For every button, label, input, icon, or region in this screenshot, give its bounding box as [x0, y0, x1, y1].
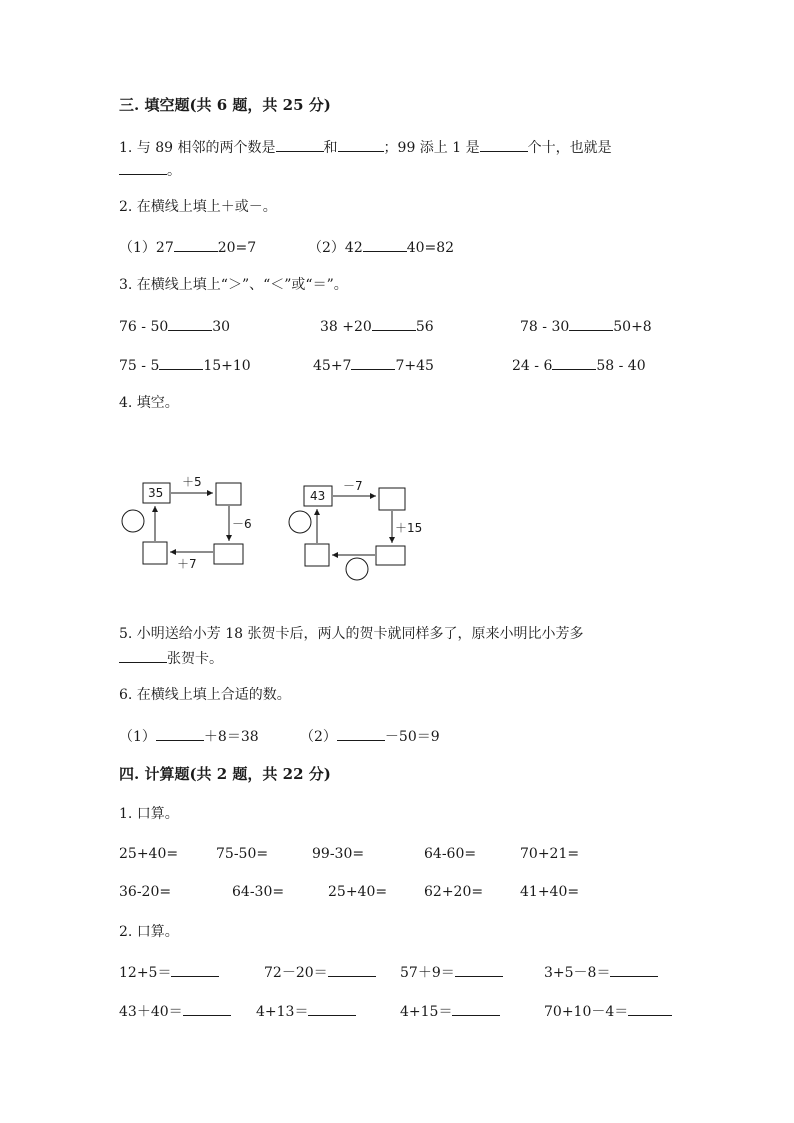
calc-item: 70+21= — [520, 846, 580, 862]
answer-circle[interactable] — [289, 511, 311, 533]
answer-box[interactable] — [214, 544, 243, 564]
q3-right: 50+8 — [613, 319, 652, 335]
answer-circle[interactable] — [122, 510, 144, 532]
q6-p2-right: －50＝9 — [384, 729, 440, 745]
expr: 4+15＝ — [400, 1004, 453, 1020]
calc-item — [544, 962, 658, 982]
calc-item: 41+40= — [520, 884, 580, 900]
q3-right: 30 — [212, 319, 231, 335]
answer-blank[interactable] — [337, 726, 385, 741]
calc-item: 25+40= — [328, 884, 388, 900]
question-5: 5. 小明送给小芳 18 张贺卡后，两人的贺卡就同样多了，原来小明比小芳多 — [119, 626, 584, 642]
q3-left: 76 - 50 — [119, 319, 169, 335]
q2-p1-left: （1）27 — [119, 240, 174, 256]
answer-blank[interactable] — [610, 962, 658, 977]
answer-box[interactable] — [379, 488, 405, 510]
op-label: ＋5 — [182, 475, 202, 489]
expr: 4+13＝ — [256, 1004, 309, 1020]
expr: 3+5－8＝ — [544, 965, 611, 981]
q1-text-e: 。 — [167, 163, 181, 179]
q3-right: 7+45 — [395, 358, 434, 374]
q2-p1-right: 20=7 — [217, 240, 257, 256]
q3-left: 78 - 30 — [520, 319, 570, 335]
expr: 43＋40＝ — [119, 1004, 183, 1020]
question-4-stem: 4. 填空。 — [119, 395, 179, 411]
question-3-stem: 3. 在横线上填上“＞”、“＜”或“＝”。 — [119, 277, 348, 293]
s4-question-1-stem: 1. 口算。 — [119, 806, 179, 822]
answer-box[interactable] — [305, 544, 329, 566]
calc-item — [400, 962, 503, 982]
answer-box[interactable] — [143, 542, 167, 564]
answer-blank[interactable] — [455, 962, 503, 977]
q1-text-b: 和 — [323, 140, 338, 156]
question-5-cont — [119, 648, 223, 668]
section-4-title: 四. 计算题(共 2 题，共 22 分) — [119, 765, 331, 783]
answer-blank[interactable] — [628, 1001, 672, 1016]
q1-text-d: 个十，也就是 — [527, 140, 612, 156]
calc-item — [119, 1001, 231, 1021]
q3-left: 45+7 — [313, 358, 352, 374]
expr: 72－20＝ — [264, 965, 328, 981]
q5-text-b: 张贺卡。 — [167, 651, 223, 667]
q2-p2-right: 40=82 — [406, 240, 455, 256]
calc-item — [119, 962, 219, 982]
q6-p1-right: ＋8＝38 — [203, 729, 259, 745]
calc-item: 64-30= — [232, 884, 285, 900]
section-3-title: 三. 填空题(共 6 题，共 25 分) — [119, 96, 331, 114]
q1-text-a: 1. 与 89 相邻的两个数是 — [119, 140, 276, 156]
question-6-part-1 — [119, 726, 259, 746]
answer-blank[interactable] — [183, 1001, 231, 1016]
calc-item: 62+20= — [424, 884, 484, 900]
op-label: ＋7 — [177, 557, 197, 571]
answer-box[interactable] — [376, 546, 405, 565]
calc-item — [400, 1001, 500, 1021]
expr: 57＋9＝ — [400, 965, 455, 981]
s4-question-2-stem: 2. 口算。 — [119, 924, 179, 940]
q6-p1-left: （1） — [119, 729, 156, 745]
answer-circle[interactable] — [346, 558, 368, 580]
answer-blank[interactable] — [308, 1001, 356, 1016]
answer-blank[interactable] — [156, 726, 204, 741]
calc-item — [544, 1001, 672, 1021]
op-label: －6 — [232, 517, 252, 531]
question-6-stem: 6. 在横线上填上合适的数。 — [119, 687, 291, 703]
start-value: 43 — [310, 489, 326, 503]
q3-right: 56 — [415, 319, 434, 335]
q6-p2-left: （2） — [300, 729, 337, 745]
q3-left: 75 - 5 — [119, 358, 160, 374]
calc-item: 75-50= — [216, 846, 269, 862]
question-2-stem: 2. 在横线上填上＋或－。 — [119, 199, 277, 215]
calc-item: 25+40= — [119, 846, 179, 862]
answer-blank[interactable] — [452, 1001, 500, 1016]
q3-right: 58 - 40 — [596, 358, 646, 374]
q2-p2-left: （2）42 — [308, 240, 363, 256]
op-label: ＋15 — [395, 521, 423, 535]
answer-box[interactable] — [216, 483, 241, 505]
answer-blank[interactable] — [328, 962, 376, 977]
calc-item — [256, 1001, 356, 1021]
answer-blank[interactable] — [171, 962, 219, 977]
calc-item: 99-30= — [312, 846, 365, 862]
question-6-part-2 — [300, 726, 440, 746]
calc-item — [264, 962, 376, 982]
calc-item: 36-20= — [119, 884, 172, 900]
start-value: 35 — [148, 486, 164, 500]
q3-right: 15+10 — [203, 358, 251, 374]
answer-blank[interactable] — [119, 648, 167, 663]
calc-item: 64-60= — [424, 846, 477, 862]
q3-left: 38 +20 — [320, 319, 372, 335]
q1-text-c: ；99 添上 1 是 — [383, 140, 480, 156]
q3-left: 24 - 6 — [512, 358, 553, 374]
expr: 12+5＝ — [119, 965, 172, 981]
op-label: －7 — [343, 479, 363, 493]
expr: 70+10－4＝ — [544, 1004, 629, 1020]
